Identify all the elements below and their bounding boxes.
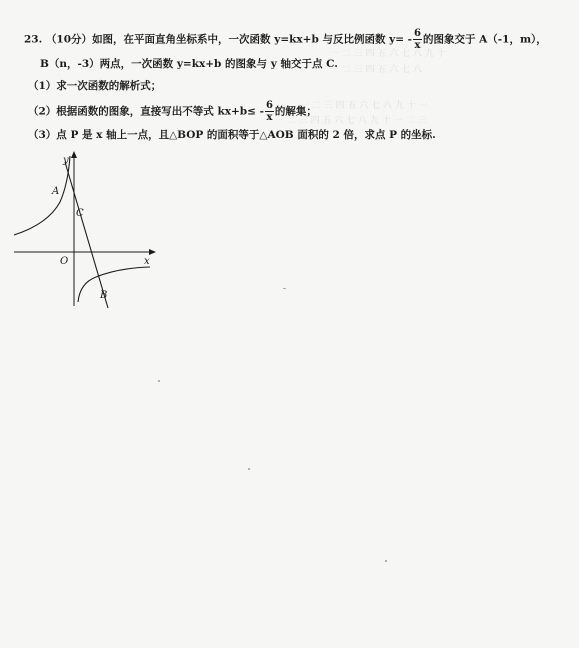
sub2-part2: 的解集； xyxy=(274,105,317,118)
fraction-6-over-x: $\frac{6}{x}$ xyxy=(414,28,421,51)
bleed-through-text: 一 二 三 四 五 六 七 八 九 十 xyxy=(330,49,446,59)
question-points: （10分） xyxy=(45,33,93,46)
sub-question-2 xyxy=(28,100,317,123)
scan-speck xyxy=(248,468,250,470)
hyperbola-branch-right xyxy=(78,267,150,302)
scan-speck xyxy=(158,380,160,382)
label-x: x xyxy=(144,256,150,267)
sub-question-1: （1）求一次函数的解析式； xyxy=(28,80,162,92)
label-b: B xyxy=(100,290,108,301)
scan-speck xyxy=(385,560,387,562)
question-number: 23. xyxy=(24,33,43,46)
fraction-6-over-x: $\frac{6}{x}$ xyxy=(265,100,273,123)
bleed-through-text: 一 二 三 四 五 六 七 八 九 十 一 二 三 xyxy=(275,116,427,126)
bleed-through-text: 一 二 三 四 五 六 七 八 xyxy=(330,65,423,75)
y-axis-arrow-icon xyxy=(71,151,77,158)
label-y: y xyxy=(63,155,69,166)
question-line-1 xyxy=(24,28,547,51)
question-intro-part2: 的图象交于 A（-1，m）， xyxy=(422,33,547,46)
label-c: C xyxy=(76,208,84,219)
sub-question-3: （3）点 P 是 x 轴上一点，且△BOP 的面积等于△AOB 面积的 2 倍，求点 P 的坐标. xyxy=(28,129,436,141)
scan-speck xyxy=(283,288,286,289)
hyperbola-branch-left xyxy=(14,156,70,235)
bleed-through-text: 一 二 三 四 五 六 七 八 九 十 一 xyxy=(300,101,428,111)
label-o: O xyxy=(60,256,69,267)
sub2-part1: （2）根据函数的图象，直接写出不等式 kx+b≤ - xyxy=(28,105,264,118)
label-a: A xyxy=(52,186,60,197)
linear-function-line xyxy=(65,162,108,308)
question-line-2: B（n，-3）两点，一次函数 y=kx+b 的图象与 y 轴交于点 C. xyxy=(40,58,338,70)
question-intro-part1: 如图，在平面直角坐标系中，一次函数 y=kx+b 与反比例函数 y= - xyxy=(92,33,413,46)
x-axis-arrow-icon xyxy=(149,249,156,255)
function-graph-figure xyxy=(10,148,160,310)
